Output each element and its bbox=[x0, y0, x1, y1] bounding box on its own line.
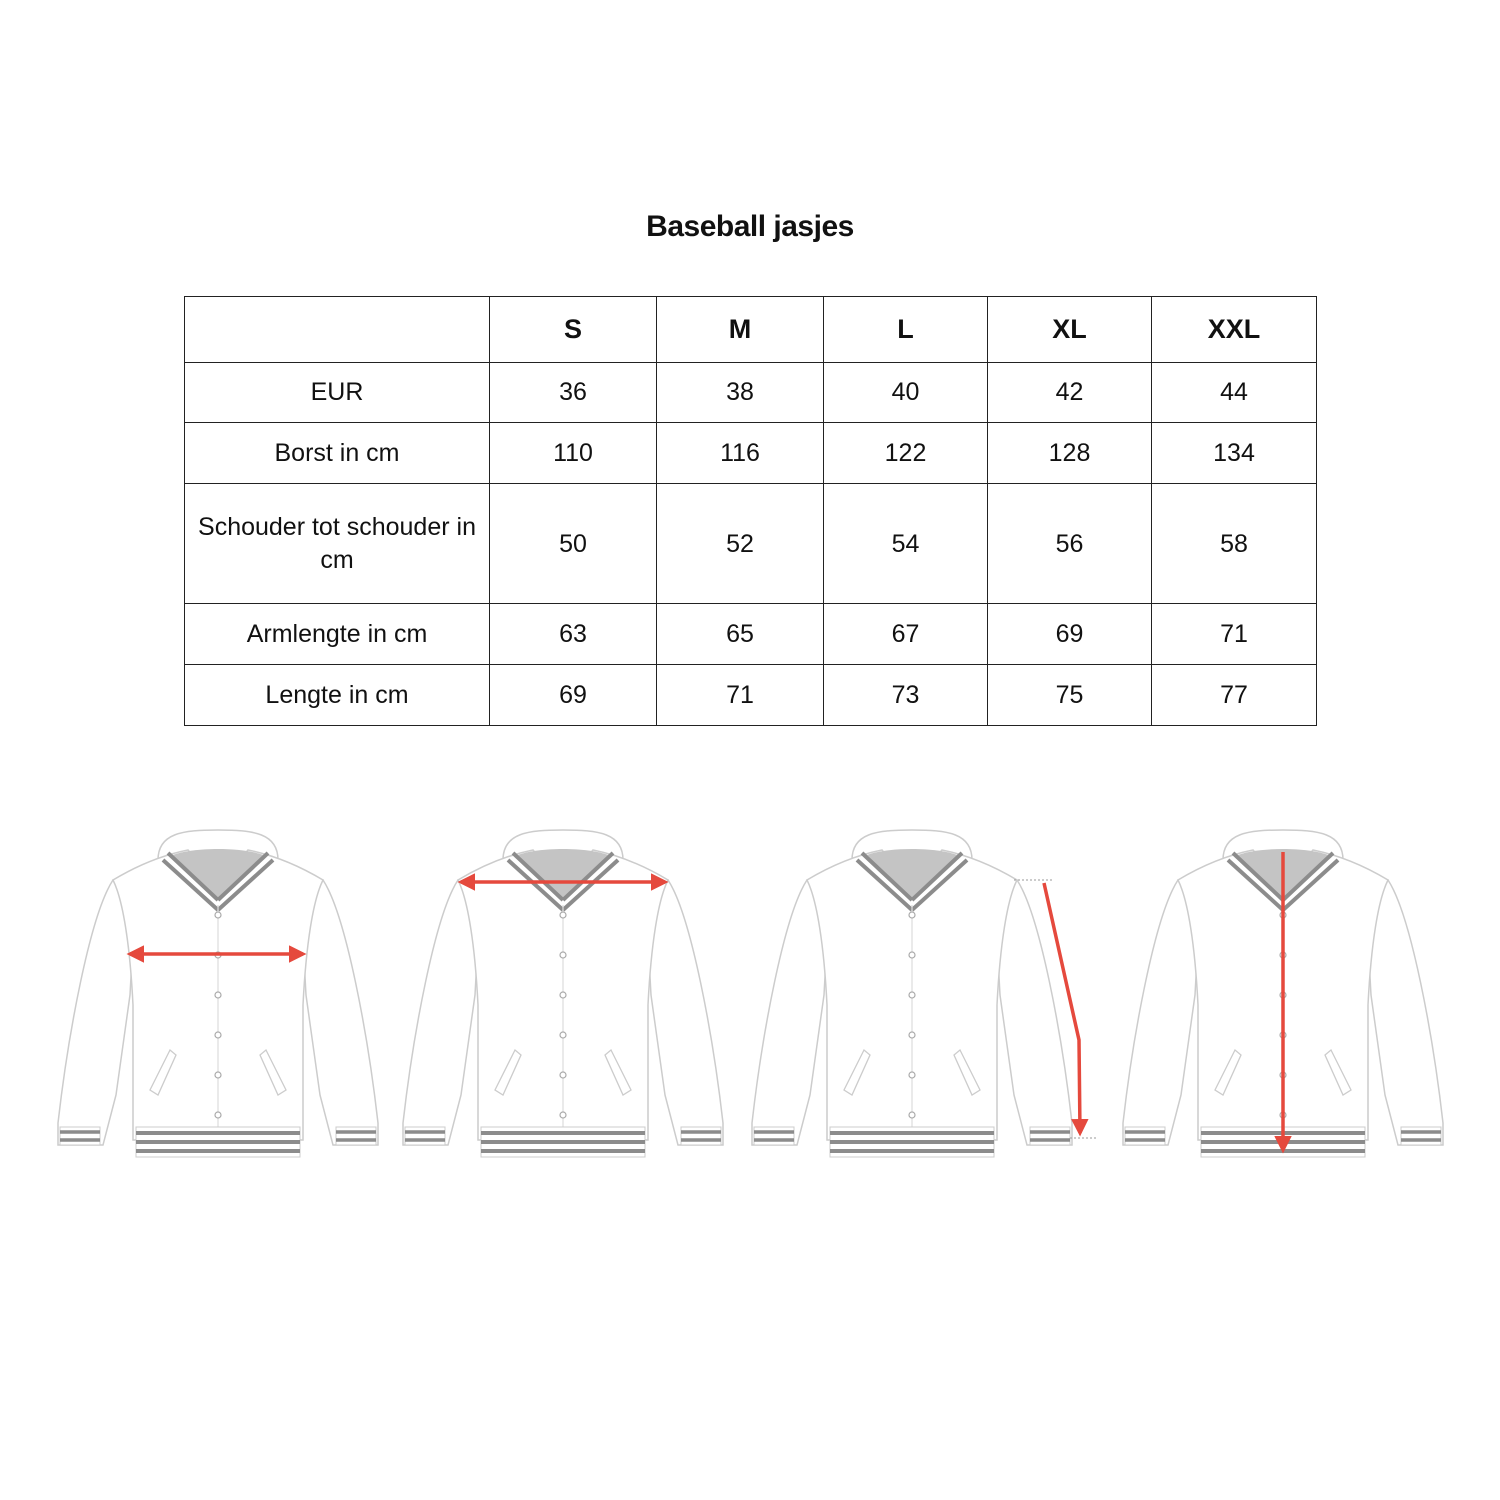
jacket-sleeve-measure-illustration bbox=[752, 830, 1097, 1157]
table-cell: 71 bbox=[657, 665, 824, 726]
jacket-shoulder-measure-illustration bbox=[403, 830, 723, 1157]
row-label: Lengte in cm bbox=[185, 665, 490, 726]
table-corner-cell bbox=[185, 297, 490, 363]
table-cell: 36 bbox=[490, 362, 657, 423]
table-cell: 56 bbox=[988, 484, 1152, 604]
table-row bbox=[185, 423, 1317, 484]
jacket-length-measure-illustration bbox=[1123, 830, 1443, 1157]
page-title: Baseball jasjes bbox=[646, 210, 854, 243]
size-column-header: S bbox=[490, 297, 657, 363]
table-cell: 40 bbox=[824, 362, 988, 423]
size-column-header: XXL bbox=[1152, 297, 1317, 363]
table-cell: 69 bbox=[490, 665, 657, 726]
size-column-header: M bbox=[657, 297, 824, 363]
size-column-header: L bbox=[824, 297, 988, 363]
table-cell: 69 bbox=[988, 604, 1152, 665]
table-row bbox=[185, 484, 1317, 604]
row-label: Borst in cm bbox=[185, 423, 490, 484]
table-row bbox=[185, 604, 1317, 665]
table-cell: 58 bbox=[1152, 484, 1317, 604]
table-cell: 128 bbox=[988, 423, 1152, 484]
table-cell: 73 bbox=[824, 665, 988, 726]
jacket-chest-measure-illustration bbox=[58, 830, 378, 1157]
row-label: EUR bbox=[185, 362, 490, 423]
size-chart-table bbox=[184, 296, 1317, 726]
table-cell: 122 bbox=[824, 423, 988, 484]
table-row bbox=[185, 665, 1317, 726]
size-column-header: XL bbox=[988, 297, 1152, 363]
table-cell: 54 bbox=[824, 484, 988, 604]
table-cell: 134 bbox=[1152, 423, 1317, 484]
table-header-row bbox=[185, 297, 1317, 363]
table-cell: 65 bbox=[657, 604, 824, 665]
table-cell: 44 bbox=[1152, 362, 1317, 423]
table-cell: 77 bbox=[1152, 665, 1317, 726]
table-cell: 38 bbox=[657, 362, 824, 423]
table-cell: 63 bbox=[490, 604, 657, 665]
row-label: Schouder tot schouder in cm bbox=[185, 484, 490, 604]
table-cell: 67 bbox=[824, 604, 988, 665]
table-cell: 71 bbox=[1152, 604, 1317, 665]
jacket-illustrations bbox=[0, 800, 1500, 1180]
table-cell: 50 bbox=[490, 484, 657, 604]
table-row bbox=[185, 362, 1317, 423]
table-cell: 75 bbox=[988, 665, 1152, 726]
table-cell: 116 bbox=[657, 423, 824, 484]
table-cell: 110 bbox=[490, 423, 657, 484]
table-cell: 52 bbox=[657, 484, 824, 604]
row-label: Armlengte in cm bbox=[185, 604, 490, 665]
table-cell: 42 bbox=[988, 362, 1152, 423]
